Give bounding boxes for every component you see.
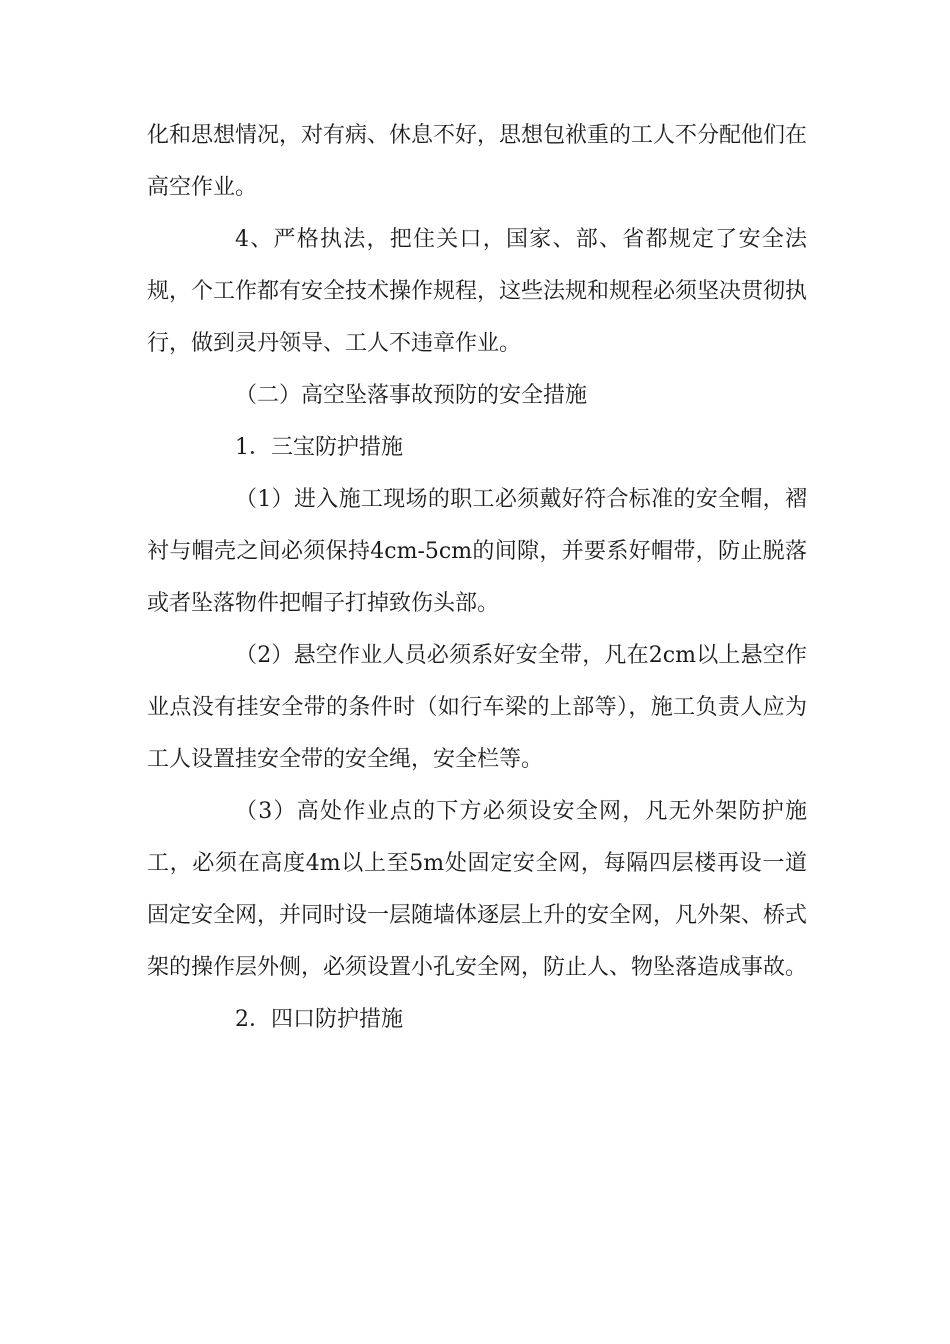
paragraph-safety-net: （3）高处作业点的下方必须设安全网，凡无外架防护施工，必须在高度4m以上至5m处固定安全网，每隔四层楼再设一道固定安全网，并同时设一层随墙体逐层上升的安全网，凡外架、桥式架的操作层外侧，必须设置小孔安全网，防止人、物坠落造成事故。: [147, 799, 808, 980]
paragraph-safety-helmet: （1）进入施工现场的职工必须戴好符合标准的安全帽，褶衬与帽壳之间必须保持4cm-5cm的间隙，并要系好帽带，防止脱落或者坠落物件把帽子打掉致伤头部。: [147, 487, 807, 616]
paragraph-safety-belt: （2）悬空作业人员必须系好安全带，凡在2cm以上悬空作业点没有挂安全带的条件时（如行车梁的上部等），施工负责人应为工人设置挂安全带的安全绳，安全栏等。: [147, 643, 807, 772]
paragraph-strict-enforcement: 4、严格执法，把住关口，国家、部、省都规定了安全法规，个工作都有安全技术操作规程，这些法规和规程必须坚决贯彻执行，做到灵丹领导、工人不违章作业。: [147, 227, 808, 356]
paragraph-continuation: 化和思想情况，对有病、休息不好，思想包袱重的工人不分配他们在高空作业。: [147, 123, 808, 200]
subheading-three-treasures: 1．三宝防护措施: [235, 435, 403, 460]
document-body: [147, 110, 807, 1046]
subheading-four-openings: 2．四口防护措施: [235, 1007, 403, 1032]
section-heading-fall-prevention: （二）高空坠落事故预防的安全措施: [235, 383, 588, 408]
